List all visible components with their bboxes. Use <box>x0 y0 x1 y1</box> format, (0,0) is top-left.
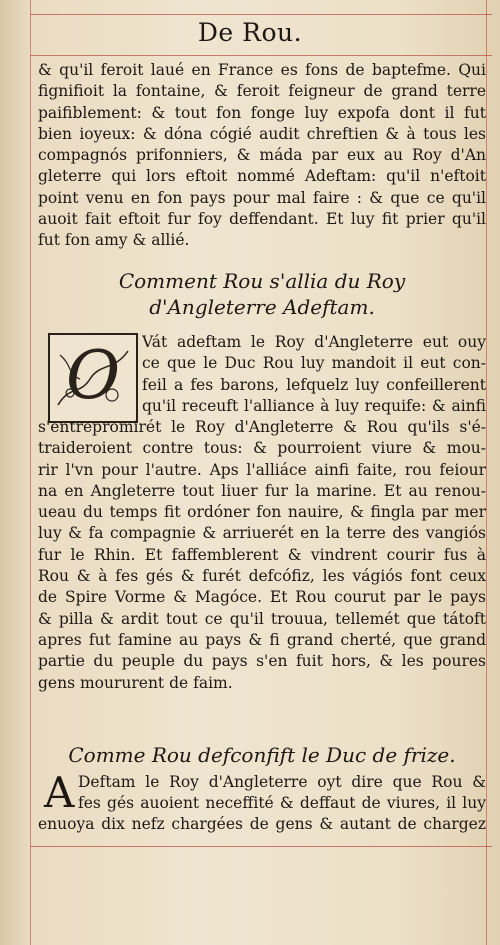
text-line: bien ioyeux: & dóna cógié audit chreftien & à tous les <box>38 124 486 143</box>
text-line: fes gés auoient neceffité & deffaut de viures, il luy <box>78 794 486 813</box>
top-rule <box>30 14 492 15</box>
margin-rule-right <box>486 0 487 945</box>
text-line: fur le Rhin. Et faffemblerent & vindrent courir fus à <box>38 545 486 564</box>
text-line: feil a fes barons, lefquelz luy confeillerent <box>142 375 486 394</box>
header-rule <box>30 55 492 56</box>
decorated-initial <box>48 333 138 423</box>
text-line: na en Angleterre tout liuer fur la marine. Et au renou- <box>38 481 486 500</box>
text-line: compagnós prifonniers, & máda par eux au Roy d'An <box>38 146 486 165</box>
text-line: paifiblement: & tout fon fonge luy expofa dont il fut <box>38 103 486 122</box>
text-line: traideroient contre tous: & pourroient viure & mou- <box>38 439 486 458</box>
text-line: Rou & à fes gés & furét defcófiz, les vágiós font ceux <box>38 567 486 586</box>
heading-line: d'Angleterre Adeftam. <box>149 295 375 319</box>
text-line: enuoya dix nefz chargées de gens & autant de chargez <box>38 815 486 833</box>
text-line: de Spire Vorme & Magóce. Et Rou courut par le pays <box>38 588 486 607</box>
text-line: partie du peuple du pays s'en fuit hors, & les poures <box>38 652 486 671</box>
text-line: qu'il receuft l'alliance à luy requife: & ainfi <box>142 396 486 415</box>
text-line: Deftam le Roy d'Angleterre oyt dire que Rou & <box>78 773 486 791</box>
paragraph-2-indented <box>142 332 486 417</box>
text-line: & qu'il feroit laué en France es fons de baptefme. Qui <box>38 61 486 79</box>
text-line: gens moururent de faim. <box>38 673 233 692</box>
text-line: & pilla & ardit tout ce qu'il trouua, tellemét que tátoft <box>38 609 486 628</box>
chapter-heading-1 <box>38 268 486 320</box>
margin-rule-left <box>30 0 31 945</box>
paragraph-3-cont <box>38 814 486 835</box>
text-line: fignifioit la fontaine, & feroit feigneur de grand terre <box>38 82 486 101</box>
chapter-heading-2: Comme Rou defconfift le Duc de frize. <box>68 743 456 767</box>
text-line: apres fut famine au pays & fi grand cherté, que grand <box>38 630 486 649</box>
initial-letter: O <box>65 337 121 414</box>
running-title: De Rou. <box>197 18 303 47</box>
text-line: s'entrepromirét le Roy d'Angleterre & Rou qu'ils s'é- <box>38 418 486 436</box>
text-line: Vát adeftam le Roy d'Angleterre eut ouy <box>142 333 486 351</box>
heading-line: Comment Rou s'allia du Roy <box>118 269 406 293</box>
text-line: fut fon amy & allié. <box>38 231 190 250</box>
text-line: rir l'vn pour l'autre. Aps l'alliáce ainfi faite, rou feiour <box>38 460 486 479</box>
text-line: ueau du temps fit ordóner fon nauire, & fingla par mer <box>38 503 486 522</box>
text-line: ce que le Duc Rou luy mandoit il eut con- <box>142 354 486 373</box>
bottom-rule <box>30 846 492 847</box>
drop-initial: A <box>44 768 75 817</box>
paragraph-2 <box>38 417 486 694</box>
text-line: luy & fa compagnie & arriuerét en la terre des vangiós <box>38 524 486 543</box>
text-line: auoit fait eftoit fur foy deffendant. Et luy fit prier qu'il <box>38 210 486 229</box>
paragraph-3 <box>78 772 486 815</box>
paragraph-1 <box>38 60 486 252</box>
text-line: gleterre qui lors eftoit nommé Adeftam: qu'il n'eftoit <box>38 167 486 186</box>
text-line: point venu en fon pays pour mal faire : & que ce qu'il <box>38 188 486 207</box>
